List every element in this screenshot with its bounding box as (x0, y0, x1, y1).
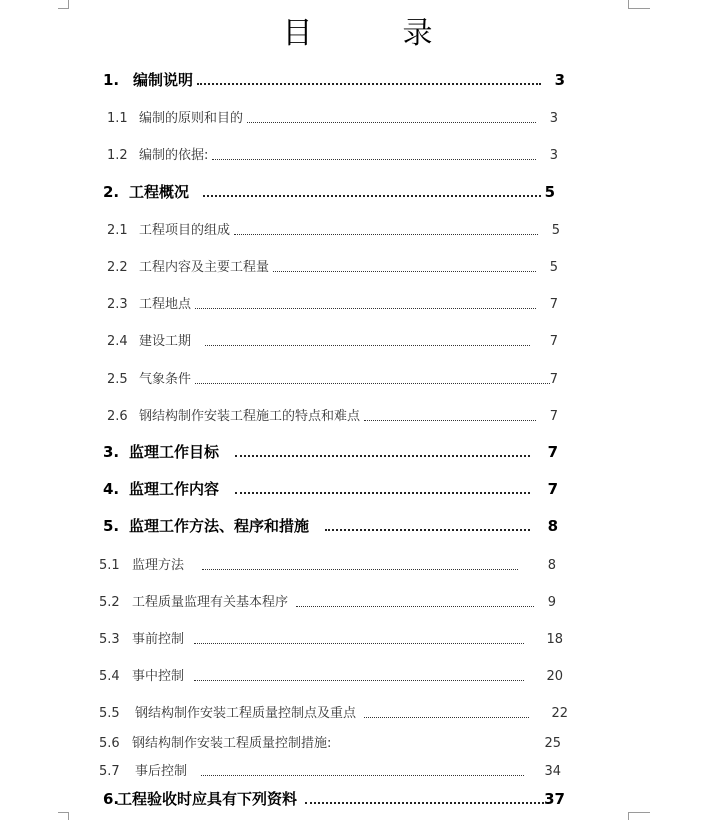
toc-leader (203, 195, 541, 197)
toc-number: 5.2 (99, 595, 120, 610)
toc-number: 5. (103, 517, 120, 535)
toc-entry[interactable] (103, 181, 555, 203)
toc-page: 7 (549, 372, 558, 387)
toc-title: 监理方法 (132, 558, 185, 573)
toc-entry[interactable] (107, 368, 558, 390)
toc-number: 2.3 (107, 297, 128, 312)
toc-entry[interactable] (103, 788, 565, 810)
toc-page: 7 (547, 480, 558, 498)
toc-leader (194, 643, 524, 644)
toc-title: 建设工期 (139, 334, 192, 349)
title-char-1: 目 (282, 16, 313, 51)
toc-entry[interactable] (107, 330, 558, 352)
toc-leader (305, 802, 544, 804)
toc-entry[interactable] (103, 515, 558, 537)
toc-title: 工程项目的组成 (139, 223, 231, 238)
toc-entry[interactable] (103, 478, 558, 500)
toc-entry[interactable] (99, 628, 563, 650)
toc-entry[interactable] (107, 256, 558, 278)
toc-title: 监理工作目标 (129, 443, 220, 461)
toc-entry[interactable] (107, 144, 558, 166)
toc-page: 7 (547, 443, 558, 461)
toc-page: 3 (554, 71, 565, 89)
toc-entry[interactable] (107, 219, 560, 241)
toc-leader (364, 717, 529, 718)
toc-entry[interactable] (99, 732, 561, 754)
toc-entry[interactable] (99, 665, 563, 687)
toc-leader (195, 383, 550, 384)
toc-page: 3 (549, 148, 558, 163)
toc-number: 5.5 (99, 706, 120, 721)
toc-leader (273, 271, 536, 272)
toc-page: 8 (547, 558, 556, 573)
toc-page: 7 (549, 297, 558, 312)
toc-leader (201, 775, 524, 776)
toc-title: 监理工作方法、程序和措施 (129, 517, 310, 535)
toc-leader (335, 747, 540, 748)
toc-number: 4. (103, 480, 120, 498)
toc-entry[interactable] (103, 441, 558, 463)
toc-title: 钢结构制作安装工程质量控制点及重点 (135, 706, 357, 721)
toc-title: 编制说明 (133, 71, 194, 89)
toc-title: 钢结构制作安装工程施工的特点和难点 (139, 409, 361, 424)
toc-number: 6. (103, 790, 120, 808)
toc-number: 2.5 (107, 372, 128, 387)
toc-title: 气象条件 (139, 372, 192, 387)
toc-entry[interactable] (99, 702, 568, 724)
toc-title: 工程概况 (129, 183, 190, 201)
toc-number: 2.2 (107, 260, 128, 275)
title-char-2: 录 (402, 16, 433, 51)
toc-entry[interactable] (107, 293, 558, 315)
toc-leader (325, 529, 530, 531)
toc-number: 1.1 (107, 111, 128, 126)
toc-page: 5 (544, 183, 555, 201)
toc-leader (202, 569, 518, 570)
toc-number: 5.1 (99, 558, 120, 573)
toc-leader (205, 345, 530, 346)
toc-number: 2. (103, 183, 120, 201)
toc-page: 22 (551, 706, 568, 721)
toc-page: 37 (544, 790, 565, 808)
toc-entry[interactable] (107, 107, 558, 129)
toc-title: 工程质量监理有关基本程序 (132, 595, 289, 610)
toc-entry[interactable] (99, 760, 561, 782)
toc-title: 工程地点 (139, 297, 192, 312)
toc-entry[interactable] (99, 591, 556, 613)
toc-leader (296, 606, 534, 607)
toc-leader (247, 122, 536, 123)
toc-title: 事后控制 (135, 764, 188, 779)
toc-title: 编制的依据: (139, 148, 209, 163)
toc-page: 5 (551, 223, 560, 238)
toc-page: 7 (549, 334, 558, 349)
toc-page: 25 (544, 736, 561, 751)
toc-title: 事前控制 (132, 632, 185, 647)
toc-number: 5.4 (99, 669, 120, 684)
toc-number: 3. (103, 443, 120, 461)
toc-number: 5.7 (99, 764, 120, 779)
toc-entry[interactable] (107, 405, 558, 427)
toc-page: 8 (547, 517, 558, 535)
toc-leader (197, 83, 541, 85)
toc-leader (364, 420, 536, 421)
toc-entry[interactable] (99, 554, 556, 576)
toc-page: 3 (549, 111, 558, 126)
toc-leader (195, 308, 536, 309)
toc-number: 5.3 (99, 632, 120, 647)
toc-page: 34 (544, 764, 561, 779)
toc-entry[interactable] (103, 69, 565, 91)
toc-number: 2.6 (107, 409, 128, 424)
toc-number: 2.4 (107, 334, 128, 349)
toc-page: 5 (549, 260, 558, 275)
toc-number: 5.6 (99, 736, 120, 751)
toc-leader (194, 680, 524, 681)
toc-title: 监理工作内容 (129, 480, 220, 498)
toc-title: 钢结构制作安装工程质量控制措施: (132, 736, 332, 751)
toc-leader (234, 234, 538, 235)
toc-number: 1.2 (107, 148, 128, 163)
toc-number: 1. (103, 71, 120, 89)
toc-page: 7 (549, 409, 558, 424)
toc-leader (235, 492, 530, 494)
toc-title: 工程验收时应具有下列资料 (117, 790, 298, 808)
toc-page: 9 (547, 595, 556, 610)
toc-number: 2.1 (107, 223, 128, 238)
toc-leader (212, 159, 535, 160)
toc-title: 工程内容及主要工程量 (139, 260, 270, 275)
toc-leader (235, 455, 530, 457)
toc-page: 20 (546, 669, 563, 684)
toc-page: 18 (546, 632, 563, 647)
toc-title: 编制的原则和目的 (139, 111, 244, 126)
toc-title: 事中控制 (132, 669, 185, 684)
